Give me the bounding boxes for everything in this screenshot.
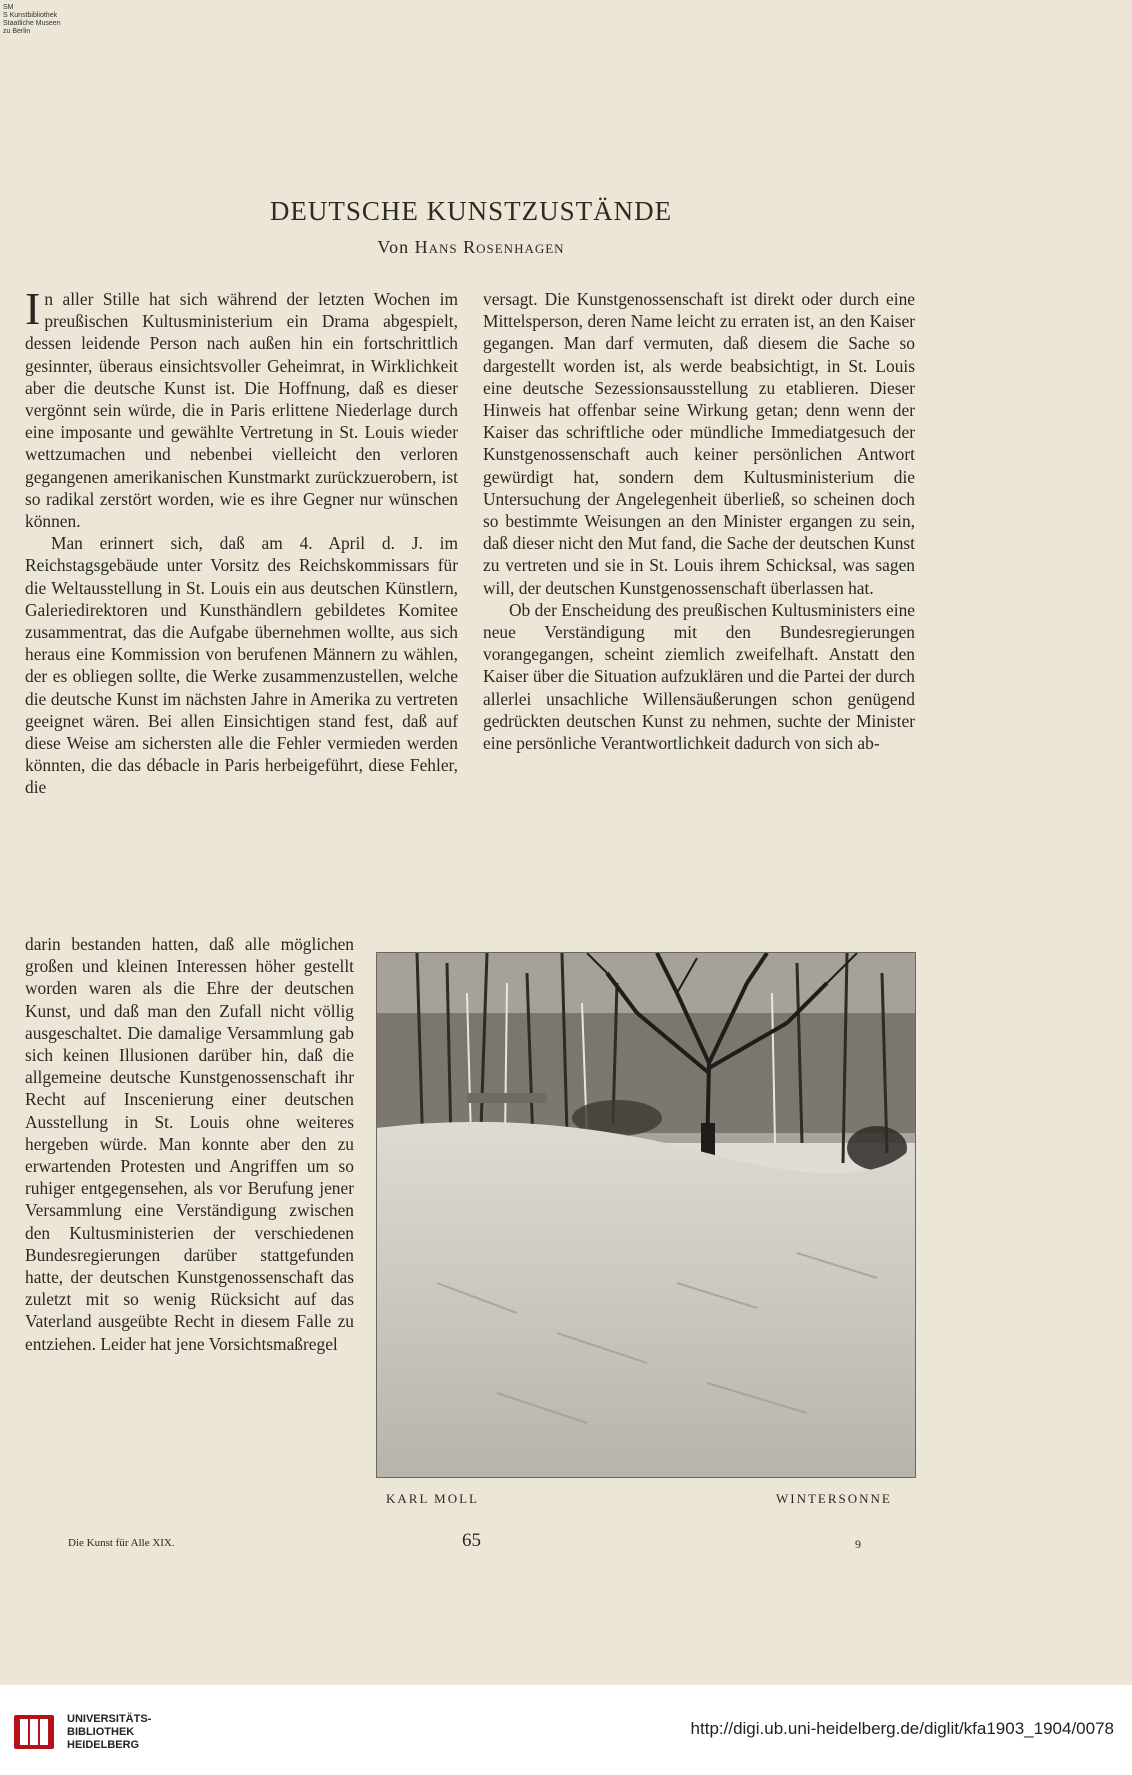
painting-plate [376,952,916,1478]
byline-prefix: Von [377,237,410,257]
article-title: DEUTSCHE KUNSTZUSTÄNDE [269,196,673,226]
page-number: 65 [462,1530,481,1551]
stamp-line: Staatliche Museen [3,20,61,27]
library-name [67,1713,151,1752]
stamp-line: SM [3,4,14,11]
author-name: Hans Rosenhagen [414,237,565,257]
drop-cap: I [25,283,41,334]
winter-landscape-illustration [377,953,915,1477]
signature-mark: 9 [855,1537,861,1551]
library-bar [0,1685,1132,1775]
paragraph: versagt. Die Kunstgenossenschaft ist direkt oder durch eine Mittelsperson, deren Name leicht zu erraten ist, an den Kaiser gegangen. Man darf vermuten, daß diesem die Sache so dargestellt worden ist, als werde beabsichtigt, in St. Louis eine deutsche Sezessionsausstellung zu etablieren. Dieser Hinweis hat offenbar seine Wirkung getan; denn wenn der Kaiser das schriftliche oder mündliche Immediatgesuch der Kunstgenossenschaft auch keiner persönlichen Antwort gewürdigt hat, sondern dem Kultusministerium die Untersuchung der Angelegenheit überließ, so scheinen doch so bestimmte Weisungen an den Minister ergangen zu sein, daß dieser nicht den Mut fand, die Sache der deutschen Kunst zu vertreten und sie in St. Louis ihrem Schicksal, was sagen will, der deutschen Kunstgenossenschaft überlassen hat. [483,289,915,598]
library-name-line: UNIVERSITÄTS- [67,1713,152,1725]
library-name-line: HEIDELBERG [67,1739,140,1751]
left-column [25,283,458,799]
stamp-line: zu Berlin [3,28,31,35]
library-name-line: BIBLIOTHEK [67,1726,135,1738]
stamp-line: S Kunstbibliothek [3,12,58,19]
paragraph [25,283,458,532]
library-stamp [3,4,113,36]
source-url-link[interactable]: http://digi.ub.uni-heidelberg.de/diglit/kfa1903_1904/0078 [690,1719,1114,1738]
left-column-narrow [25,933,354,1355]
footer-journal: Die Kunst für Alle XIX. [68,1537,175,1549]
paragraph: Man erinnert sich, daß am 4. April d. J. im Reichstagsgebäude unter Vorsitz des Reichskommissars für die Weltausstellung in St. Louis ein aus deutschen Künstlern, Galeriedirektoren und Kunsthändlern gebildetes Komitee zusammentrat, das die Aufgabe übernehmen wollte, aus sich heraus eine Kommission von berufenen Männern zu wählen, der es obliegen sollte, die Werke zusammenzustellen, welche die deutsche Kunst im nächsten Jahre in Amerika zu vertreten geeignet wären. Bei allen Einsichtigen stand fest, daß auf diese Weise am sichersten alle die Fehler vermieden werden könnten, die das débacle in Paris herbeigeführt, diese Fehler, die [25,533,458,798]
right-column [483,288,915,754]
paragraph: Ob der Enscheidung des preußischen Kultusministers eine neue Verständigung mit den Bundesregierungen vorangegangen, scheint ziemlich zweifelhaft. Anstatt den Kaiser über die Situation aufzuklären und die Partei der durch allerlei unsachliche Willensäußerungen schon genügend gedrückten deutschen Kunst zu nehmen, suchte der Minister eine persönliche Verantwortlichkeit dadurch von sich ab- [483,599,915,754]
article-byline [0,237,942,258]
paragraph-text: n aller Stille hat sich während der letzten Wochen im preußischen Kultusministerium ein Drama abgespielt, dessen leidende Person nach außen hin ein fortschrittlich gesinnter, überaus einsichtsvoller Geheimrat, in Wirklichkeit aber die deutsche Kunst ist. Die Hoffnung, daß es dieser vergönnt sein würde, die in Paris erlittene Niederlage durch eine imposante und gewählte Vertretung in St. Louis wieder wettzumachen und nebenbei vielleicht den verloren gegangenen amerikanischen Kunstmarkt zurückzuerobern, ist so radikal zerstört worden, wie es ihre Gegner nur wünschen können. [25,289,458,532]
ub-heidelberg-logo-icon [8,1707,60,1757]
caption-artist: KARL MOLL [386,1491,479,1506]
paragraph: darin bestanden hatten, daß alle möglichen großen und kleinen Interessen höher gestellt worden waren als die Ehre der deutschen Kunst, und daß man den Zufall nicht völlig ausgeschaltet. Die damalige Versammlung gab sich keinen Illusionen darüber hin, daß die allgemeine deutsche Kunstgenossenschaft ihr Recht auf Inscenierung einer deutschen Ausstellung in St. Louis ohne weiteres hergeben würde. Man konnte aber den zu erwartenden Protesten und Angriffen um so ruhiger entgegensehen, als vor Berufung jener Versammlung eine Verständigung zwischen den Kultusministerien der verschiedenen Bundesregierungen darüber stattgefunden hatte, der deutschen Kunstgenossenschaft das zuletzt mit so wenig Rücksicht auf das Vaterland ausgeübte Recht in diesem Falle zu entziehen. Leider hat jene Vorsichtsmaßregel [25,934,354,1354]
caption-title: WINTERSONNE [776,1491,892,1506]
